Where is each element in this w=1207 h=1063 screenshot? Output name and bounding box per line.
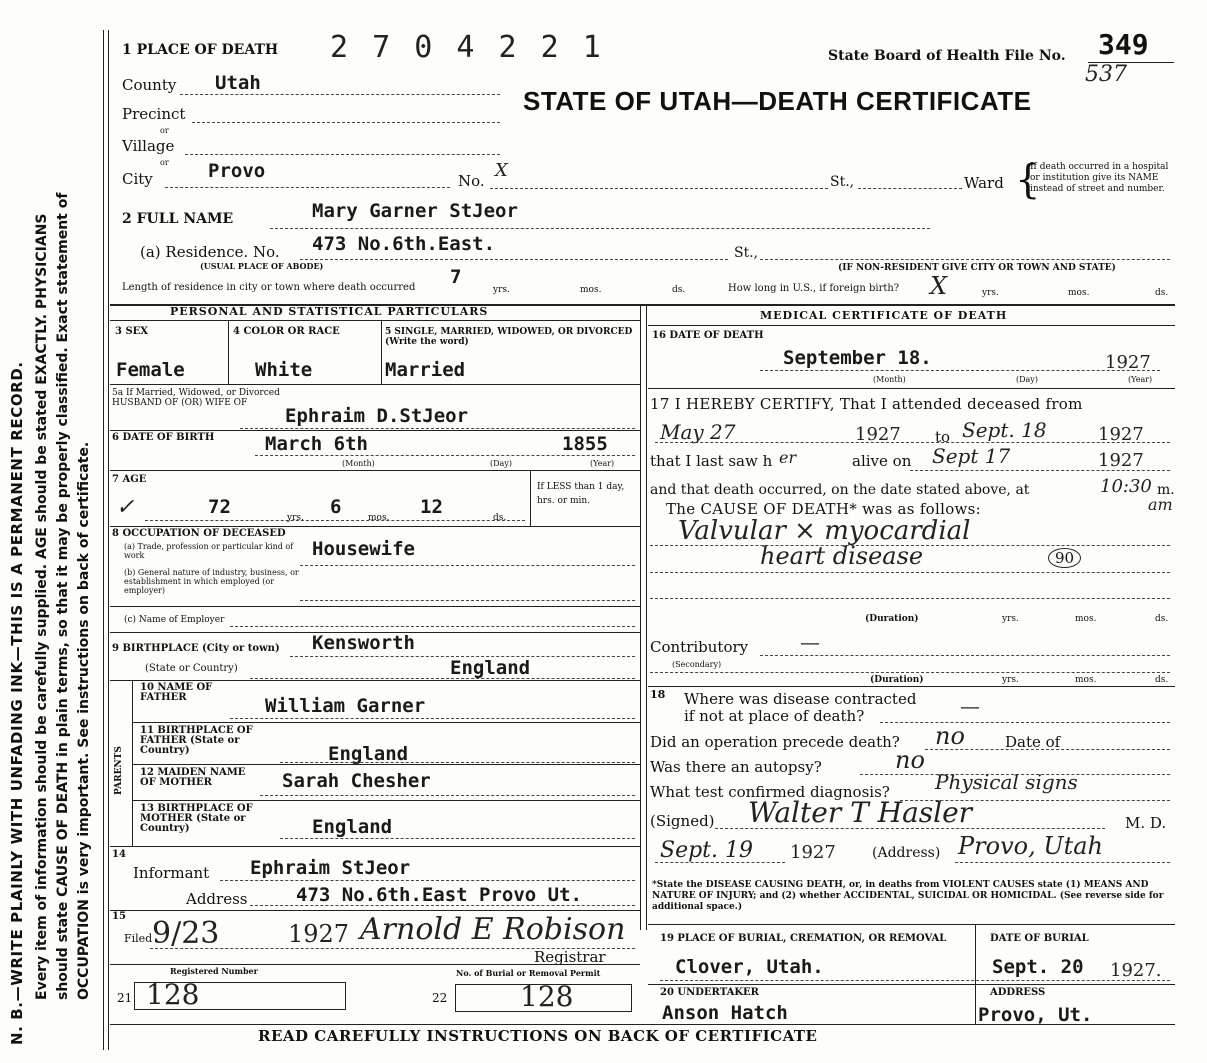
no-label: No. [458, 172, 485, 190]
attended-to-year: 1927 [1098, 424, 1144, 445]
last-saw-her: er [779, 448, 797, 467]
spouse-line [240, 428, 635, 429]
physician-signature: Walter T Hasler [748, 796, 973, 829]
secondary-label: (Secondary) [672, 660, 722, 669]
city-value: Provo [208, 160, 266, 182]
birthplace-state-lbl: (State or Country) [145, 663, 238, 674]
cause-line-2-rule [650, 572, 1170, 573]
occupation-line-a [300, 565, 635, 566]
medical-footnote: *State the DISEASE CAUSING DEATH, or, in deaths from VIOLENT CAUSES state (1) MEANS AND NATURE OF INJURY; and (2) whether ACCIDENTAL, SUICIDAL OR HOMICIDAL. (See reverse side for additional space.) [652, 880, 1164, 912]
signed-rule [715, 828, 1105, 829]
occupation-line-b [300, 600, 635, 601]
residence-value: 473 No.6th.East. [312, 233, 496, 255]
contributory-rule-2 [650, 672, 1170, 673]
dod-line [760, 370, 1160, 371]
dod-year-lbl: (Year) [1128, 375, 1153, 384]
outer-border-left [103, 30, 104, 1050]
dob-line [255, 455, 635, 456]
burial-place-value: Clover, Utah. [675, 956, 824, 978]
duration-ds-1: ds. [1155, 614, 1169, 624]
county-value: Utah [215, 72, 261, 94]
occurred-label: and that death occurred, on the date stated above, at [650, 482, 1030, 498]
birthplace-country-line [250, 678, 635, 679]
ds2-label: ds. [1155, 288, 1169, 298]
filed-label: Filed [124, 932, 153, 945]
row-17-line [648, 686, 1175, 687]
undertaker-value: Anson Hatch [662, 1002, 788, 1024]
duration-label-1: (Duration) [865, 614, 919, 624]
death-time: 10:30 [1100, 476, 1152, 497]
mother-birth-label: 13 BIRTHPLACE OF MOTHER (State or Country) [140, 803, 253, 834]
attended-from: May 27 [660, 420, 736, 444]
age-mos-lbl: mos. [368, 513, 390, 523]
ds-label: ds. [672, 285, 686, 295]
to-label: to [935, 428, 951, 446]
sidebar-line2: Every item of information should be carefully supplied. AGE should be stated EXACTLY. PHYSICIANS [34, 213, 50, 1000]
dod-year: 1927 [1105, 352, 1151, 373]
residence-line [300, 259, 728, 260]
precinct-label: Precinct [122, 105, 186, 123]
contributory-mark: — [800, 630, 820, 654]
age-label: 7 AGE [112, 474, 147, 485]
burial-permit-item: 22 [432, 991, 448, 1005]
yrs-label: yrs. [493, 285, 510, 295]
father-birth-line [280, 762, 635, 763]
medical-section-line [648, 325, 1175, 326]
footer-instructions: READ CAREFULLY INSTRUCTIONS ON BACK OF CERTIFICATE [258, 1027, 818, 1045]
dob-label: 6 DATE OF BIRTH [112, 432, 215, 443]
physician-address: Provo, Utah [958, 832, 1103, 860]
age-divider [530, 470, 531, 526]
full-name-value: Mary Garner StJeor [312, 200, 518, 222]
contributory-rule-1 [760, 655, 1170, 656]
burial-permit-value: 128 [520, 980, 574, 1013]
age-mos: 6 [330, 496, 342, 518]
usual-place: (USUAL PLACE OF ABODE) [200, 261, 324, 271]
occupation-b-label: (b) General nature of industry, business, or establishment in which employed (or employer) [124, 568, 299, 595]
test-label: What test confirmed diagnosis? [650, 783, 890, 801]
village-line [185, 154, 500, 155]
color-value: White [255, 359, 313, 381]
father-label: 10 NAME OF FATHER [140, 682, 213, 703]
sex-col-divider [228, 320, 229, 384]
row-10-line [132, 722, 640, 723]
item-14: 14 [112, 849, 126, 860]
reg-number-item: 21 [117, 991, 133, 1005]
city-line [165, 187, 450, 188]
burial-rule [660, 980, 1170, 981]
autopsy-label: Was there an autopsy? [650, 758, 822, 776]
residence-st: St., [734, 245, 759, 261]
file-no: 349 [1098, 28, 1149, 61]
row-5a-line [110, 430, 640, 431]
death-am: am [1148, 495, 1173, 514]
cause-line-2: heart disease [760, 542, 924, 570]
informant-address-line [250, 905, 635, 906]
alive-on-label: alive on [852, 452, 912, 470]
hospital-note: If death occurred in a hospital or institution give its NAME instead of street and number. [1030, 162, 1169, 194]
autopsy-value: no [895, 746, 925, 774]
informant-line [220, 880, 635, 881]
mother-birth-line [280, 838, 635, 839]
attended-from-year: 1927 [855, 424, 901, 445]
dob-month-day: March 6th [265, 433, 368, 455]
place-of-death-label: 1 PLACE OF DEATH [122, 42, 279, 58]
cause-line-1: Valvular × myocardial [678, 516, 971, 546]
employer-line [230, 626, 635, 627]
row-14-line [110, 910, 640, 911]
us-value: X [930, 272, 948, 300]
mos2-label: mos. [1068, 288, 1090, 298]
undertaker-address: Provo, Ut. [978, 1004, 1093, 1026]
signed-date-rule [655, 862, 785, 863]
father-birth-label: 11 BIRTHPLACE OF FATHER (State or Country) [140, 725, 253, 756]
registrar-label: Registrar [534, 948, 606, 966]
duration-yrs-2: yrs. [1002, 675, 1019, 685]
occupation-value: Housewife [312, 538, 415, 560]
occupation-label: 8 OCCUPATION OF DECEASED [112, 528, 286, 539]
row-13-line [110, 846, 640, 847]
last-saw-year: 1927 [1098, 450, 1144, 471]
date-of-label: Date of [1005, 733, 1061, 751]
operation-value: no [935, 722, 965, 750]
ward-label: Ward [964, 174, 1004, 192]
attended-line [655, 442, 1170, 443]
where-label-2: if not at place of death? [684, 707, 865, 725]
row-11-line [132, 764, 640, 765]
where-mark: — [960, 694, 980, 718]
burial-date-value: Sept. 20 [992, 956, 1084, 978]
hospital-brace: { [1015, 157, 1041, 203]
signed-year: 1927 [790, 842, 836, 863]
signed-date: Sept. 19 [660, 838, 753, 863]
filed-year: 1927 [288, 920, 350, 948]
parents-divider [132, 680, 133, 846]
row-12-line [132, 800, 640, 801]
dod-value: September 18. [783, 347, 932, 369]
dob-year-lbl: (Year) [590, 459, 615, 468]
nonresident-note: (IF NON-RESIDENT GIVE CITY OR TOWN AND STATE) [838, 263, 1116, 273]
sidebar-line4: OCCUPATION is very important. See instructions on back of certificate. [76, 441, 92, 1000]
m-label: m. [1157, 482, 1175, 498]
duration-mos-2: mos. [1075, 675, 1097, 685]
item-18: 18 [650, 688, 666, 701]
color-label: 4 COLOR OR RACE [233, 326, 340, 337]
dob-day-lbl: (Day) [490, 459, 512, 468]
registrar-signature: Arnold E Robison [360, 912, 626, 947]
us-label: How long in U.S., if foreign birth? [728, 283, 900, 294]
row-6-line [110, 470, 640, 471]
birthplace-city: Kensworth [312, 632, 415, 654]
sidebar-line1: N. B.—WRITE PLAINLY WITH UNFADING INK—THIS IS A PERMANENT RECORD. [8, 361, 26, 1045]
contributory-label: Contributory [650, 638, 749, 656]
birthplace-label: 9 BIRTHPLACE (City or town) [112, 643, 280, 654]
md-label: M. D. [1125, 814, 1167, 832]
burial-date-label: DATE OF BURIAL [990, 933, 1089, 944]
row-9-line [110, 680, 640, 681]
medical-section-title: MEDICAL CERTIFICATE OF DEATH [760, 309, 1008, 322]
cause-code: 90 [1048, 548, 1081, 568]
row-3-line [110, 384, 640, 385]
dod-month-lbl: (Month) [873, 375, 906, 384]
informant-label: Informant [133, 864, 210, 882]
age-line [145, 520, 525, 521]
last-saw-date: Sept 17 [932, 444, 1011, 468]
occupation-a-label: (a) Trade, profession or particular kind of work [124, 542, 294, 560]
full-name-label: 2 FULL NAME [122, 211, 234, 227]
residence-label: (a) Residence. No. [140, 243, 280, 261]
mother-line [260, 795, 635, 796]
dod-day-lbl: (Day) [1016, 375, 1038, 384]
sex-label: 3 SEX [115, 326, 149, 337]
age-ds-lbl: ds. [493, 513, 507, 523]
row-7-line [110, 526, 640, 527]
informant-value: Ephraim StJeor [250, 857, 411, 879]
village-label: Village [122, 137, 175, 155]
color-col-divider [381, 320, 382, 384]
operation-rule [925, 749, 1170, 750]
length-label: Length of residence in city or town where death occurred [122, 282, 416, 293]
cause-label: The CAUSE OF DEATH* was as follows: [666, 500, 982, 518]
filed-date: 9/23 [152, 916, 220, 951]
spouse-value: Ephraim D.StJeor [285, 405, 469, 427]
age-yrs-lbl: yrs. [287, 513, 304, 523]
undertaker-label: 20 UNDERTAKER [660, 987, 759, 998]
duration-label-2: (Duration) [870, 675, 924, 685]
full-name-line [270, 228, 930, 229]
reg-number-label: Registered Number [170, 966, 258, 976]
residence-line-2 [760, 259, 1170, 260]
parents-label: PARENTS [114, 746, 124, 795]
reg-number-value: 128 [146, 978, 200, 1011]
father-line [230, 718, 635, 719]
file-no-label: State Board of Health File No. [828, 48, 1066, 64]
undertaker-address-label: ADDRESS [990, 987, 1046, 998]
informant-address-label: Address [186, 890, 248, 908]
footer-top-line [110, 1024, 1175, 1025]
where-rule [880, 722, 1170, 723]
mother-label: 12 MAIDEN NAME OF MOTHER [140, 767, 246, 788]
row-8-line [110, 606, 640, 607]
mother-birth-value: England [312, 816, 393, 838]
attended-to: Sept. 18 [962, 418, 1047, 442]
age-yrs: 72 [208, 496, 231, 518]
city-label: City [122, 170, 153, 188]
dod-label: 16 DATE OF DEATH [652, 330, 764, 341]
duration-mos-1: mos. [1075, 614, 1097, 624]
marital-value: Married [385, 359, 466, 381]
duration-ds-2: ds. [1155, 675, 1169, 685]
dob-month-lbl: (Month) [342, 459, 375, 468]
ward-line-pre [858, 188, 962, 189]
burial-col-divider [975, 924, 976, 1024]
test-value: Physical signs [935, 770, 1078, 794]
street-line [490, 188, 828, 189]
dob-year: 1855 [562, 433, 608, 455]
physician-address-rule [955, 862, 1170, 863]
certificate-title: STATE OF UTAH—DEATH CERTIFICATE [523, 86, 1032, 116]
father-value: William Garner [265, 695, 426, 717]
mos-label: mos. [580, 285, 602, 295]
cause-line-3-rule [650, 598, 1170, 599]
outer-border-left-2 [108, 30, 109, 1050]
column-divider-2 [646, 305, 647, 930]
spouse-label: 5a If Married, Widowed, or Divorced HUSBAND OF (OR) WIFE OF [112, 388, 280, 408]
county-line [180, 94, 500, 95]
no-value: X [495, 160, 508, 181]
last-saw-line [910, 470, 1170, 471]
marital-label: 5 SINGLE, MARRIED, WIDOWED, OR DIVORCED (Write the word) [385, 327, 633, 347]
file-no-hand: 537 [1085, 62, 1127, 87]
age-ds: 12 [420, 496, 443, 518]
row-19-line [648, 984, 1175, 985]
age-check: ✓ [116, 495, 135, 520]
certificate-number: 2 7 0 4 2 2 1 [330, 30, 604, 65]
footnote-bottom-line [648, 924, 1175, 925]
where-label: Where was disease contracted [684, 690, 917, 708]
last-saw-label: that I last saw h [650, 452, 773, 470]
certify-label: 17 I HEREBY CERTIFY, That I attended deceased from [650, 395, 1083, 413]
county-label: County [122, 76, 177, 94]
sex-value: Female [116, 359, 185, 381]
burial-year: 1927. [1110, 960, 1162, 981]
burial-permit-label: No. of Burial or Removal Permit [456, 968, 601, 978]
informant-address: 473 No.6th.East Provo Ut. [296, 884, 582, 906]
physician-address-label: (Address) [872, 845, 941, 861]
personal-section-title: PERSONAL AND STATISTICAL PARTICULARS [170, 305, 489, 318]
sidebar-line3: should state CAUSE OF DEATH in plain terms, so that it may be properly classified. Exact statement of [55, 192, 71, 1000]
mother-value: Sarah Chesher [282, 770, 431, 792]
row-16-line [648, 388, 1175, 389]
father-birth-value: England [328, 743, 409, 765]
item-15: 15 [112, 911, 126, 922]
row-15-line [110, 964, 640, 965]
length-yrs: 7 [450, 266, 462, 288]
yrs2-label: yrs. [982, 288, 999, 298]
personal-section-line [110, 320, 640, 321]
birthplace-country: England [450, 657, 531, 679]
duration-yrs-1: yrs. [1002, 614, 1019, 624]
if-less-label: If LESS than 1 day, hrs. or min. [537, 482, 625, 506]
or-1: or [160, 126, 169, 135]
or-2: or [160, 158, 169, 167]
column-divider [640, 305, 641, 930]
operation-label: Did an operation precede death? [650, 733, 900, 751]
st-label: St., [830, 174, 855, 190]
signed-label: (Signed) [650, 812, 715, 830]
precinct-line [192, 122, 500, 123]
employer-label: (c) Name of Employer [124, 615, 225, 625]
burial-place-label: 19 PLACE OF BURIAL, CREMATION, OR REMOVAL [660, 933, 947, 944]
